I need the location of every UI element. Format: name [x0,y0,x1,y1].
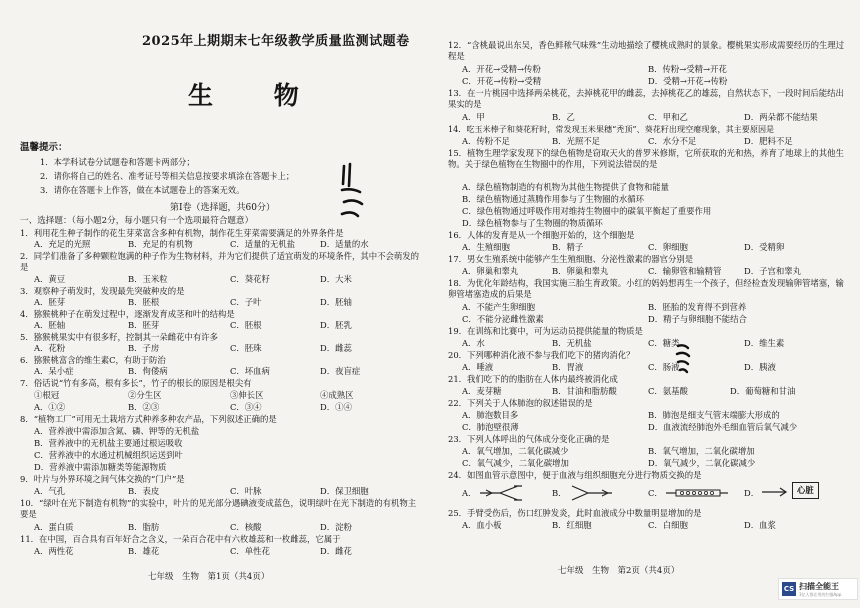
question-stem: 1．利用花生种子制作的花生芽菜富含多种有机物，制作花生芽菜需要满足的外界条件是 [20,228,344,238]
vessel-diagram-b [568,482,628,504]
option-a: A．①② [34,402,66,412]
question-stem: 25．手臂受伤后，伤口红肿发炎，此时血液成分中数量明显增加的是 [448,508,702,518]
question-stem: 21．我们吃下的的脂肪在人体内最终被消化成 [448,374,618,384]
option-c: C．卵细胞 [648,242,688,252]
option-d: D．胰液 [744,362,776,372]
section-title: 第Ⅰ卷（选择题，共60分） [170,203,276,213]
question-stem: 17．男女生殖系统中能够产生生殖细胞、分泌性激素的器官分别是 [448,254,694,264]
option-c: C．肺泡壁很薄 [462,422,519,432]
watermark-brand: 扫描全能王 [799,581,839,591]
question-16 [448,230,635,241]
scanner-watermark [778,578,858,600]
option-d: D．雌花 [320,546,352,556]
option-c: C．输卵管和输精管 [648,266,722,276]
option-c: C．单性花 [230,546,270,556]
exam-title: 2025年上期期末七年级教学质量监测试题卷 [142,34,410,49]
option-c: C． [648,488,663,498]
option-c: C．开花→传粉→受精 [462,76,542,86]
option-b: B．无机盐 [552,338,592,348]
question-1 [20,228,344,239]
option-c: C．营养液中的水通过机械组织运送到叶 [34,450,183,460]
option-d: D．雌蕊 [320,343,352,353]
option-c: C．③④ [230,402,262,412]
option-b: B．光照不足 [552,136,601,146]
option-a: A．开花→受精→传粉 [462,64,541,74]
option-a: A．水 [462,338,485,348]
option-d: D．子宫和睾丸 [744,266,801,276]
option-a: A．氧气增加，二氧化碳减少 [462,446,569,456]
option-b: B．胚胎的发育得不到营养 [648,302,747,312]
question-23 [448,434,609,445]
option-b: B．肺泡是细支气管末端膨大形成的 [648,410,780,420]
option-a: A．两性花 [34,546,74,556]
page-footer: 七年级 生物 第2页（共4页） [558,566,680,576]
option-d: D．夜盲症 [320,366,361,376]
option-b: B．卵巢和睾丸 [552,266,609,276]
option-b: B． [552,488,567,498]
option-c: C．子叶 [230,297,262,307]
question-stem: 23．下列人体呼出的气体成分变化正确的是 [448,434,610,444]
option-c: C．胚根 [230,320,262,330]
capillary-diagram-c [664,482,730,504]
option-c: C．胚珠 [230,343,262,353]
option-d: D．两朵都不能结果 [744,112,818,122]
tips-heading: 温馨提示： [20,142,68,153]
arrow-diagram-d [760,480,790,504]
option-c: C．绿色植物通过呼吸作用对维持生物圈中的碳氧平衡起了重要作用 [462,206,712,216]
option-c: C．糖类 [648,338,680,348]
heart-box-label: 心脏 [792,482,819,499]
option-3: ③伸长区 [230,390,264,400]
question-13 [448,88,846,110]
option-d: D．胚轴 [320,297,352,307]
option-c: C．葵花籽 [230,274,270,284]
option-c: C．叶脉 [230,486,262,496]
option-b: B．甘油和脂肪酸 [552,386,617,396]
option-d: D．肥料不足 [744,136,793,146]
option-b: B．佝偻病 [128,366,168,376]
option-d: D．营养液中需添加糖类等能源物质 [34,462,167,472]
question-14 [448,124,774,135]
pen-mark-icon [674,342,694,376]
option-a: A．甲 [462,112,485,122]
question-stem: 24．如图血管示意图中，便于血液与组织细胞充分进行物质交换的是 [448,470,702,480]
question-25 [448,508,702,519]
option-a: A．蛋白质 [34,522,74,532]
question-5 [20,332,218,343]
option-1: ①根冠 [34,390,60,400]
option-b: B．精子 [552,242,584,252]
option-d: D．血浆 [744,520,776,530]
question-stem: 12．“含桃最说出东吴，香色鲜秾气味殊”生动地描绘了樱桃成熟时的景象。樱桃果实形成需要经历的生理过程是 [448,40,845,61]
option-d: D． [744,488,760,498]
option-b: B．乙 [552,112,575,122]
page-footer: 七年级 生物 第1页（共4页） [148,572,270,582]
option-b: B．玉米粒 [128,274,168,284]
option-d: D．受精卵 [744,242,785,252]
question-24 [448,470,702,481]
option-c: C．甲和乙 [648,112,688,122]
option-d: D．绿色植物参与了生物圈的物质循环 [462,218,603,228]
option-4: ④成熟区 [320,390,354,400]
question-20 [448,350,635,361]
option-a: A．卵巢和睾丸 [462,266,519,276]
option-c: C．核酸 [230,522,262,532]
option-b: B．子房 [128,343,160,353]
option-b: B．胃液 [552,362,584,372]
question-15 [448,148,846,170]
option-b: B．营养液中的无机盐主要通过根运吸收 [34,438,183,448]
question-stem: 10．“绿叶在光下制造有机物”的实验中，叶片的见光部分遇碘液变成蓝色，说明绿叶在光下制造的有机物主要是 [20,498,417,519]
tip-2: 2．请你将自己的姓名、准考证号等相关信息按要求填涂在答题卡上； [40,171,295,181]
question-12 [448,40,846,62]
option-a: A．营养液中需添加含氮、磷、钾等的无机盐 [34,426,200,436]
option-b: B．胚芽 [128,320,160,330]
option-c: C．坏血病 [230,366,270,376]
question-stem: 4．猕猴桃种子在萌发过程中，逐渐发育成茎和叶的结构是 [20,309,235,319]
option-b: B．充足的有机物 [128,239,193,249]
vessel-diagram-a [478,482,538,504]
option-a: A．气孔 [34,486,66,496]
option-d: D．精子与卵细胞不能结合 [648,314,747,324]
option-a: A．胚芽 [34,297,66,307]
question-19 [448,326,643,337]
option-d: D．①④ [320,402,352,412]
cs-logo-icon: CS [782,582,796,596]
question-7 [20,378,252,389]
option-d: D．受精→开花→传粉 [648,76,728,86]
question-17 [448,254,693,265]
option-d: D．氧气减少，二氧化碳减少 [648,458,756,468]
option-b: B．传粉→受精→开花 [648,64,727,74]
question-10 [20,498,420,520]
option-2: ②分生区 [128,390,162,400]
option-b: B．氧气增加，二氧化碳增加 [648,446,755,456]
option-b: B．绿色植物通过蒸腾作用参与了生物圈的水循环 [462,194,645,204]
option-c: C．氧气减少，二氧化碳增加 [462,458,569,468]
option-a: A．黄豆 [34,274,66,284]
question-stem: 14．吃玉米棒子和葵花籽时，常发现玉米果穗“秃顶”、葵花籽出现空瘪现象，其主要原因是 [448,124,775,134]
option-a: A．花粉 [34,343,66,353]
question-2 [20,251,420,273]
option-b: B．脂肪 [128,522,160,532]
question-stem: 2．同学们准备了多种颗粒饱满的种子作为生物材料，并为它们提供了适宜萌发的环境条件，其中不会萌发的是 [20,251,419,272]
option-b: B．②③ [128,402,160,412]
option-b: B．雄花 [128,546,160,556]
option-a: A．麦芽糖 [462,386,502,396]
tip-1: 1．本学科试卷分试题卷和答题卡两部分； [40,157,195,167]
question-stem: 5．猕猴桃果实中有很多籽，控制其一朵雌花中有许多 [20,332,218,342]
question-22 [448,398,593,409]
option-b: B．胚根 [128,297,160,307]
question-stem: 19．在训练和比赛中，可为运动员提供能量的物质是 [448,326,643,336]
question-stem: 13．在一片桃园中选择两朵桃花，去掉桃花甲的雌蕊，去掉桃花乙的雄蕊，自然状态下，一段时间后能结出果实的是 [448,88,844,109]
option-d: D．血液流经肺泡外毛细血管后氧气减少 [648,422,798,432]
question-3 [20,286,184,297]
option-c: C．水分不足 [648,136,697,146]
option-a: A． [462,488,477,498]
watermark-sub: 3亿人都在用的扫描App [799,591,842,597]
question-9 [20,474,185,485]
option-a: A．生殖细胞 [462,242,510,252]
option-d: D．淀粉 [320,522,352,532]
tip-3: 3．请你在答题卡上作答，做在本试题卷上的答案无效。 [40,185,245,195]
section-heading: 一、选择题：（每小题2分，每小题只有一个选项最符合题意） [20,216,254,226]
question-stem: 11．在中国，百合具有百年好合之含义，一朵百合花中有六枚雄蕊和一枚雌蕊，它属于 [20,534,341,544]
option-a: A．充足的光照 [34,239,91,249]
question-stem: 16．人体的发育是从一个细胞开始的，这个细胞是 [448,230,635,240]
option-c: C．氨基酸 [648,386,688,396]
question-11 [20,534,341,545]
option-d: D．葡萄糖和甘油 [730,386,796,396]
option-a: A．胚轴 [34,320,66,330]
question-stem: 20．下列哪种消化液不参与我们吃下的猪肉消化？ [448,350,635,360]
question-stem: 8．“植物工厂”可用无土栽培方式种养多种农产品，下列叙述正确的是 [20,414,277,424]
question-stem: 9．叶片与外界环境之间气体交换的“门户”是 [20,474,185,484]
question-stem: 15．植物生理学家发现下的绿色植物是窃取天火的普罗米修斯，它所获取的光和热，养育了地球上的其他生物。关于绿色植物在生物圈中的作用，下列说法错误的是 [448,148,844,169]
question-21 [448,374,618,385]
question-8 [20,414,277,425]
option-a: A．唾液 [462,362,494,372]
option-d: D．大米 [320,274,352,284]
option-a: A．不能产生卵细胞 [462,302,536,312]
option-c: C．白细胞 [648,520,688,530]
option-a: A．绿色植物制造的有机物为其他生物提供了食物和能量 [462,182,670,192]
question-stem: 6．猕猴桃富含的维生素C，有助于防治 [20,355,166,365]
option-c: C．肠液 [648,362,680,372]
question-stem: 3．观察种子萌发时，发现最先突破种皮的是 [20,286,185,296]
option-a: A．肺泡数目多 [462,410,519,420]
option-c: C．不能分泌雌性激素 [462,314,544,324]
option-d: D．胚乳 [320,320,352,330]
question-6 [20,355,166,366]
option-a: A．呆小症 [34,366,74,376]
subject-title: 生 物 [188,81,325,110]
question-stem: 18．为优化年龄结构，我国实施三胎生育政策。小红的妈妈想再生一个孩子，但经检查发现输卵管堵塞，输卵管堵塞造成的后果是 [448,278,844,299]
question-stem: 22．下列关于人体肺泡的叙述错误的是 [448,398,593,408]
option-b: B．红细胞 [552,520,592,530]
option-a: A．血小板 [462,520,502,530]
question-18 [448,278,846,300]
option-d: D．适量的水 [320,239,369,249]
pen-mark-icon [338,162,378,222]
option-d: D．保卫细胞 [320,486,369,496]
option-b: B．表皮 [128,486,160,496]
question-stem: 7．俗话说“竹有多高，根有多长”，竹子的根长的原因是根尖有 [20,378,252,388]
option-c: C．适量的无机盐 [230,239,296,249]
question-4 [20,309,235,320]
option-d: D．维生素 [744,338,785,348]
option-a: A．传粉不足 [462,136,510,146]
